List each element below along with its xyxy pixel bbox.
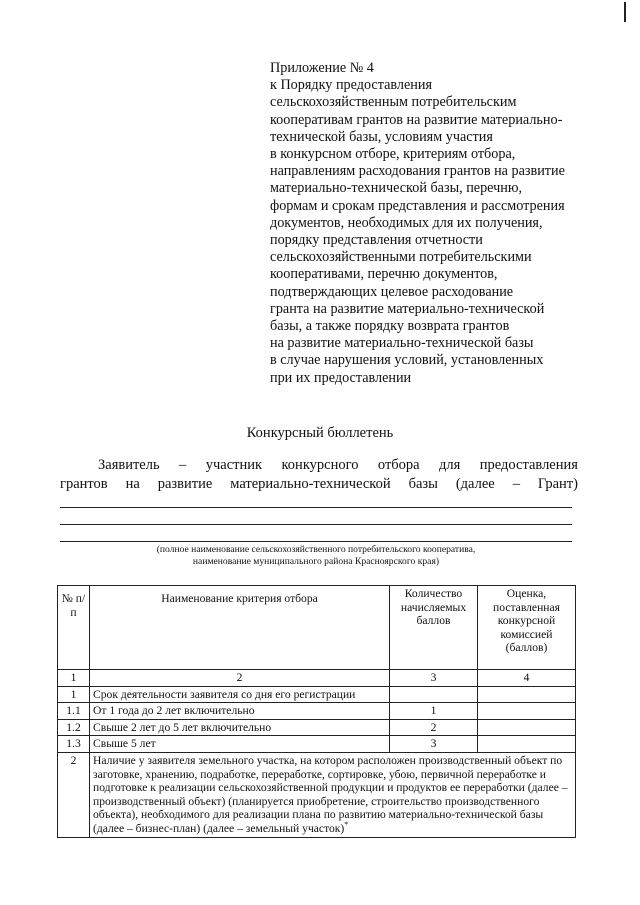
intro-word: на bbox=[125, 476, 140, 492]
intro-word: базы bbox=[408, 476, 438, 492]
appendix-line: к Порядку предоставления bbox=[270, 77, 432, 94]
appendix-line: сельскохозяйственными потребительскими bbox=[270, 249, 532, 266]
fill-in-line bbox=[60, 541, 572, 542]
row-num: 1.3 bbox=[58, 736, 90, 753]
row-num: 1.1 bbox=[58, 703, 90, 720]
appendix-line: кооперативам грантов на развитие материально- bbox=[270, 111, 563, 128]
row-num: 1.2 bbox=[58, 719, 90, 736]
column-index: 1 bbox=[58, 670, 90, 687]
column-index: 4 bbox=[478, 670, 576, 687]
appendix-line: в конкурсном отборе, критериям отбора, bbox=[270, 146, 516, 163]
row-num: 1 bbox=[58, 686, 90, 703]
criteria-table bbox=[57, 585, 576, 838]
appendix-line: базы, а также порядку возврата грантов bbox=[270, 318, 510, 335]
appendix-line: гранта на развитие материально-технической bbox=[270, 300, 545, 317]
row-score-cell[interactable] bbox=[478, 686, 576, 703]
header-score: Оценка, поставленная конкурсной комиссией (баллов) bbox=[478, 586, 576, 670]
row-criterion: Срок деятельности заявителя со дня его регистрации bbox=[90, 686, 390, 703]
row-points: 2 bbox=[390, 719, 478, 736]
intro-word: развитие bbox=[157, 476, 213, 492]
table-row bbox=[58, 752, 576, 837]
intro-word: – bbox=[179, 457, 187, 473]
appendix-line: порядку представления отчетности bbox=[270, 232, 483, 249]
appendix-line: в случае нарушения условий, установленных bbox=[270, 352, 544, 369]
intro-word: Грант) bbox=[537, 476, 578, 492]
header-num: № п/п bbox=[58, 586, 90, 670]
intro-line-1 bbox=[60, 457, 578, 474]
document-title: Конкурсный бюллетень bbox=[246, 425, 394, 441]
table-row bbox=[58, 686, 576, 703]
appendix-line: на развитие материально-технической базы bbox=[270, 335, 534, 352]
intro-word: грантов bbox=[60, 476, 108, 492]
row-score-cell[interactable] bbox=[478, 703, 576, 720]
intro-word: конкурсного bbox=[281, 457, 359, 473]
appendix-line: материально-технической базы, перечню, bbox=[270, 180, 523, 197]
row-criterion: От 1 года до 2 лет включительно bbox=[90, 703, 390, 720]
table-header-row bbox=[58, 586, 576, 670]
intro-word: – bbox=[512, 476, 520, 492]
appendix-line: сельскохозяйственным потребительским bbox=[270, 94, 517, 111]
header-points: Количество начисляемых баллов bbox=[390, 586, 478, 670]
appendix-line: направлениям расходования грантов на развитие bbox=[270, 163, 565, 180]
fill-in-line bbox=[60, 524, 572, 525]
row-num: 2 bbox=[58, 752, 90, 837]
row-criterion: Свыше 5 лет bbox=[90, 736, 390, 753]
intro-word: участник bbox=[205, 457, 263, 473]
caption-line: (полное наименование сельскохозяйственного потребительского кооператива, bbox=[156, 544, 476, 555]
column-index: 2 bbox=[90, 670, 390, 687]
intro-line-2 bbox=[60, 476, 578, 493]
appendix-line: технической базы, условиям участия bbox=[270, 128, 493, 145]
table-row bbox=[58, 719, 576, 736]
intro-word: для bbox=[439, 457, 461, 473]
column-index-row bbox=[58, 670, 576, 687]
appendix-header bbox=[270, 60, 610, 387]
row-points bbox=[390, 686, 478, 703]
intro-word: предоставления bbox=[479, 457, 578, 473]
appendix-line: документов, необходимых для их получения, bbox=[270, 214, 543, 231]
row-criterion: Свыше 2 лет до 5 лет включительно bbox=[90, 719, 390, 736]
caption-line: наименование муниципального района Красноярского края) bbox=[192, 556, 440, 567]
footnote-mark: * bbox=[344, 820, 349, 830]
table-row bbox=[58, 703, 576, 720]
column-index: 3 bbox=[390, 670, 478, 687]
row-points: 3 bbox=[390, 736, 478, 753]
appendix-line: при их предоставлении bbox=[270, 369, 412, 386]
appendix-line: Приложение № 4 bbox=[270, 60, 374, 76]
header-name: Наименование критерия отбора bbox=[90, 586, 390, 670]
appendix-line: подтверждающих целевое расходование bbox=[270, 283, 514, 300]
intro-word: материально-технической bbox=[230, 476, 391, 492]
row-points: 1 bbox=[390, 703, 478, 720]
appendix-line: кооперативами, перечню документов, bbox=[270, 266, 498, 283]
intro-word: Заявитель bbox=[98, 457, 160, 473]
page-corner-mark bbox=[624, 2, 626, 22]
row-criterion-text: Наличие у заявителя земельного участка, на котором расположен производственный объект по заготовке, хранению, подработке, переработке, сортировке, убою, первичной переработке и подготовке к реализации сельскохозяйственной продукции и продуктов ее переработки (далее – производственный объект) (планируется приобретение, строительство производственного объекта), необходимого для реализации плана по развитию материально-технической базы (далее – бизнес-план) (далее – земельный участок) bbox=[93, 753, 568, 835]
intro-word: отбора bbox=[377, 457, 420, 473]
row-score-cell[interactable] bbox=[478, 736, 576, 753]
fill-in-line bbox=[60, 507, 572, 508]
table-row bbox=[58, 736, 576, 753]
appendix-line: формам и срокам представления и рассмотрения bbox=[270, 197, 565, 214]
row-score-cell[interactable] bbox=[478, 719, 576, 736]
intro-word: (далее bbox=[455, 476, 495, 492]
row-criterion bbox=[90, 752, 576, 837]
